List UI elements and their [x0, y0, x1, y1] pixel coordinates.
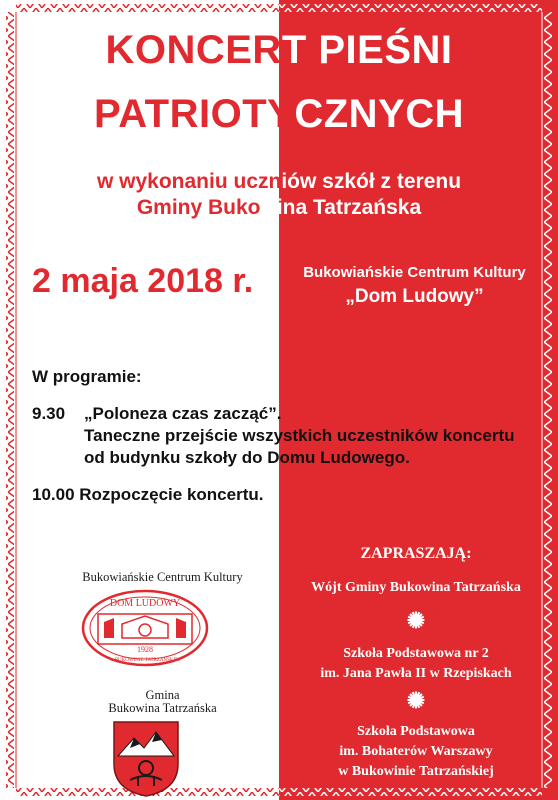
seal-bottom-text: w BUKOWINIE TATRZAŃSKIEJ [109, 658, 181, 663]
seal-year-text: 1928 [137, 645, 153, 654]
subtitle-line-1-right: iów szkół z terenu [281, 170, 462, 193]
venue-name: Bukowiańskie Centrum Kultury [303, 264, 526, 281]
title-line-2 [0, 92, 558, 137]
title-line-2-left: PATRIOTY [94, 92, 295, 136]
invite-org-1: Wójt Gminy Bukowina Tatrzańska [311, 580, 521, 595]
centrum-kultury-label: Bukowiańskie Centrum Kultury [82, 570, 243, 584]
subtitle-line-1-left: w wykonaniu uczn [96, 170, 282, 193]
invite-org-2-line-2: im. Jana Pawła II w Rzepiskach [320, 666, 512, 681]
event-date: 2 maja 2018 r. [32, 262, 254, 300]
program-item-1-time: 9.30 [32, 404, 66, 423]
invite-org-3-line-3: w Bukowinie Tatrzańskiej [338, 764, 494, 779]
title-line-1-left: KONCER [105, 28, 282, 72]
title-line-2-right: CZNYCH [294, 92, 464, 136]
venue-building: „Dom Ludowy” [345, 286, 484, 307]
invite-org-3-line-2: im. Bohaterów Warszawy [339, 744, 493, 759]
invite-org-2-line-1: Szkoła Podstawowa nr 2 [343, 646, 489, 661]
program-heading: W programie: [32, 367, 142, 386]
invite-heading: ZAPRASZAJĄ: [360, 545, 472, 562]
gmina-label-2: Bukowina Tatrzańska [108, 701, 217, 715]
subtitle-line-2 [0, 196, 558, 220]
program-item-1-desc-2: od budynku szkoły do Domu Ludowego. [84, 448, 410, 467]
rosette-icon-2: ✺ [406, 688, 426, 713]
title-line-1-right: T PIEŚNI [281, 28, 453, 72]
subtitle-line-1 [0, 170, 558, 194]
seal-top-text: DOM LUDOWY [109, 598, 181, 609]
rosette-icon-1: ✺ [406, 608, 426, 633]
gmina-coat-of-arms-icon [110, 718, 182, 798]
dom-ludowy-seal-logo [80, 588, 210, 668]
program-item-2: 10.00 Rozpoczęcie koncertu. [32, 485, 264, 504]
subtitle-line-2-right: wina Tatrzańska [260, 196, 422, 219]
program-item-1-desc-1: Taneczne przejście wszystkich uczestników koncertu [84, 426, 515, 445]
subtitle-line-2-left: Gminy Buko [136, 196, 261, 219]
invite-org-3-line-1: Szkoła Podstawowa [357, 724, 475, 739]
gmina-label-1: Gmina [145, 688, 180, 702]
program-item-1-title: „Poloneza czas zacząć”. [84, 404, 282, 423]
title-line-1 [0, 28, 558, 73]
